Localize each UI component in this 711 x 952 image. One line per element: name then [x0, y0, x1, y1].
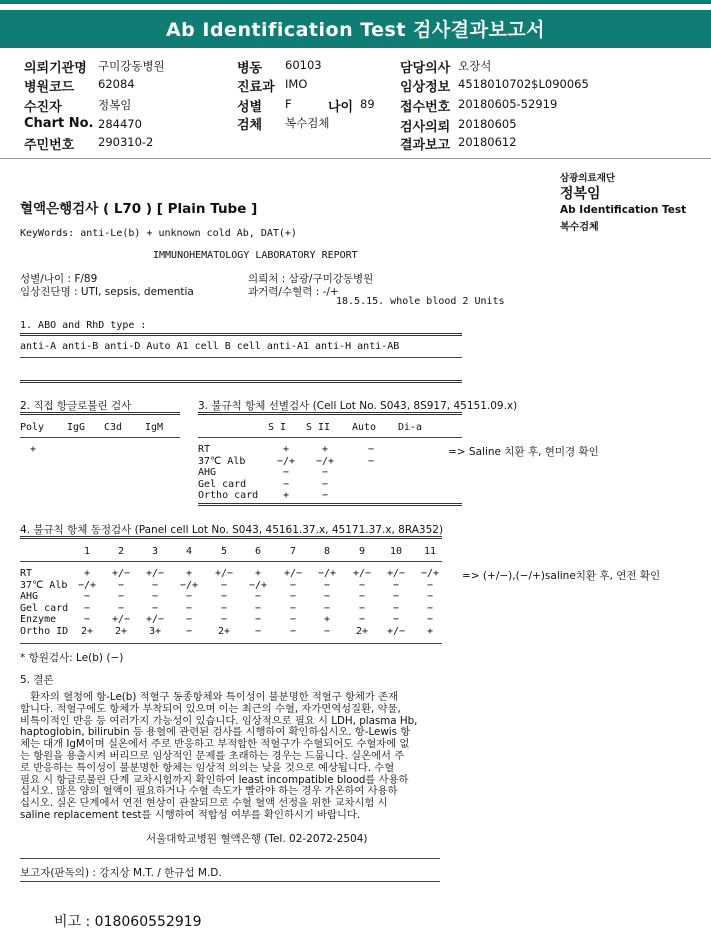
- screen-col: S II: [306, 422, 331, 433]
- divider: [20, 412, 180, 415]
- panel-cell: −: [220, 591, 228, 602]
- panel-cell: −: [220, 579, 228, 591]
- divider: [20, 357, 462, 358]
- header-item: 병동 60103: [237, 58, 322, 76]
- screen-cell: +: [282, 490, 290, 501]
- screen-cell: −/+: [315, 455, 335, 467]
- transfusion-history: 과거력/수혈력 : -/+: [248, 286, 339, 298]
- screen-row-label: Ortho card: [198, 490, 259, 501]
- dat-col: C3d: [104, 422, 123, 433]
- header-divider: [0, 158, 711, 159]
- divider: [198, 503, 462, 506]
- panel-cell: −: [185, 625, 193, 637]
- panel-cell: −/+: [179, 579, 199, 591]
- panel-cell: +: [185, 568, 193, 579]
- panel-cell-number: 1: [83, 546, 91, 557]
- panel-cell: 3+: [148, 625, 162, 637]
- panel-cell: −: [185, 614, 193, 625]
- section4-title: 4. 불규칙 항체 동정검사 (Panel cell Lot No. S043, 45161.37.x, 45171.37.x, 8RA352): [20, 524, 444, 536]
- divider: [20, 561, 442, 562]
- panel-cell: −: [151, 591, 159, 602]
- panel-cell: −: [185, 591, 193, 602]
- specimen-stamp: 복수검체: [560, 222, 599, 233]
- panel-cell: +/−: [386, 625, 406, 637]
- panel-cell: −: [289, 602, 297, 614]
- screen-cell: −/+: [276, 455, 296, 467]
- screen-note: => Saline 치환 후, 현미경 확인: [448, 446, 599, 458]
- transfusion-history-detail: 18.5.15. whole blood 2 Units: [336, 296, 505, 307]
- screen-cell: −: [321, 467, 329, 478]
- panel-cell-number: 11: [423, 546, 437, 557]
- header-item: 수진자 정복임: [24, 98, 132, 115]
- panel-cell: −: [426, 579, 434, 591]
- panel-cell: −: [426, 602, 434, 614]
- section-title: 혈액은행검사 ( L70 ) [ Plain Tube ]: [20, 201, 258, 217]
- requester: 의뢰처 : 삼광/구미강동병원: [248, 273, 374, 285]
- section1-title: 1. ABO and RhD type :: [20, 320, 147, 331]
- panel-cell: −: [289, 579, 297, 591]
- panel-cell: +/−: [352, 568, 372, 579]
- screen-cell: +: [282, 444, 290, 455]
- screen-cell: −: [367, 455, 375, 467]
- divider: [198, 412, 462, 415]
- header-item: 병원코드 62084: [24, 77, 135, 95]
- panel-cell: −: [358, 591, 366, 602]
- panel-cell: −: [358, 614, 366, 625]
- header-item: 나이 89: [328, 97, 375, 115]
- panel-cell: +: [426, 625, 434, 637]
- panel-cell-number: 3: [151, 546, 159, 557]
- divider: [20, 333, 462, 336]
- panel-cell: −: [151, 602, 159, 614]
- panel-cell: −: [185, 602, 193, 614]
- panel-row-label: 37℃ Alb: [20, 579, 68, 591]
- panel-cell-number: 7: [289, 546, 297, 557]
- dat-col: IgG: [67, 422, 86, 433]
- panel-cell: −: [323, 591, 331, 602]
- panel-cell-number: 4: [185, 546, 193, 557]
- panel-row-label: Gel card: [20, 602, 69, 614]
- remark: 비고 : 018060552919: [54, 914, 202, 930]
- panel-cell: −: [392, 602, 400, 614]
- panel-cell: −/+: [420, 568, 440, 579]
- panel-cell: −/+: [248, 579, 268, 591]
- panel-cell: +/−: [111, 614, 131, 625]
- panel-cell: −: [254, 625, 262, 637]
- panel-cell: −: [254, 614, 262, 625]
- panel-cell: −: [254, 602, 262, 614]
- report-title: Ab Identification Test 검사결과보고서: [165, 19, 546, 41]
- header-item: 주민번호 290310-2: [24, 135, 154, 153]
- panel-cell: −: [392, 614, 400, 625]
- header-item: 검체 복수검체: [237, 116, 330, 133]
- screen-row-label: AHG: [198, 467, 217, 478]
- panel-cell: −: [323, 625, 331, 637]
- abo-columns: anti-A anti-B anti-D Auto A1 cell B cell anti-A1 anti-H anti-AB: [20, 341, 400, 352]
- divider: [20, 437, 180, 438]
- screen-cell: −: [367, 444, 375, 455]
- divider: [20, 643, 442, 644]
- panel-cell: −: [358, 602, 366, 614]
- divider: [198, 437, 462, 438]
- panel-cell: 2+: [355, 625, 369, 637]
- panel-cell: 2+: [80, 625, 94, 637]
- panel-cell: +: [83, 568, 91, 579]
- lab-title: IMMUNOHEMATOLOGY LABORATORY REPORT: [153, 250, 358, 261]
- section5-title: 5. 결론: [20, 674, 54, 686]
- header-item: 접수번호 20180605-52919: [400, 97, 558, 115]
- dat-col: Poly: [20, 422, 45, 433]
- header-item: 성별 F: [237, 97, 292, 115]
- panel-row-label: RT: [20, 568, 33, 579]
- panel-cell-number: 10: [389, 546, 403, 557]
- header-item: 임상정보 4518010702$L090065: [400, 77, 589, 95]
- panel-cell: −: [426, 591, 434, 602]
- panel-cell: −: [117, 591, 125, 602]
- panel-cell: −: [323, 579, 331, 591]
- screen-cell: −: [321, 490, 329, 501]
- panel-cell: −: [117, 579, 125, 591]
- section3-title: 3. 불규칙 항체 선별검사 (Cell Lot No. S043, 8S917, 45151.09.x): [198, 400, 518, 412]
- panel-cell: −: [83, 602, 91, 614]
- panel-row-label: Ortho ID: [20, 625, 69, 637]
- header-item: 검사의뢰 20180605: [400, 117, 517, 135]
- diagnosis: 임상진단명 : UTI, sepsis, dementia: [20, 286, 194, 298]
- panel-cell: −: [323, 602, 331, 614]
- screen-row-label: Gel card: [198, 478, 247, 490]
- panel-row-label: AHG: [20, 591, 39, 602]
- divider: [20, 380, 462, 383]
- sex-age: 성별/나이 : F/89: [20, 273, 98, 285]
- org-name: 삼광의료재단: [560, 173, 616, 184]
- screen-row-label: 37℃ Alb: [198, 455, 246, 467]
- section2-title: 2. 직접 항글로불린 검사: [20, 400, 132, 412]
- panel-cell: +/−: [145, 568, 165, 579]
- header-item: Chart No. 284470: [24, 116, 142, 131]
- panel-cell: +: [323, 614, 331, 625]
- panel-cell: −: [289, 625, 297, 637]
- screen-row-label: RT: [198, 444, 211, 455]
- panel-cell: −: [289, 591, 297, 602]
- header-item: 결과보고 20180612: [400, 135, 517, 153]
- screen-cell: −: [282, 478, 290, 490]
- screen-col: Di-a: [398, 422, 423, 433]
- panel-cell: −/+: [317, 568, 337, 579]
- panel-cell: −: [358, 579, 366, 591]
- reporter: 보고자(판독의) : 강지상 M.T. / 한규섭 M.D.: [20, 867, 222, 879]
- header-item: 담당의사 오장석: [400, 59, 492, 76]
- screen-cell: −: [321, 478, 329, 490]
- screen-cell: +: [321, 444, 329, 455]
- panel-cell-number: 6: [254, 546, 262, 557]
- panel-cell: −: [392, 591, 400, 602]
- header-item: 진료과 IMO: [237, 77, 308, 95]
- dat-value: +: [30, 444, 37, 455]
- panel-cell: +/−: [145, 614, 165, 625]
- patient-name-stamp: 정복임: [560, 186, 601, 202]
- conclusion-text: 환자의 혈청에 항-Le(b) 적혈구 동종항체와 특이성이 불분명한 적혈구 항체가 존재 합니다. 적혈구에도 항체가 부착되어 있으며 이는 최근의 수혈, 자가면역성질환, 약물, 비특이적인 반응 등 여러가지 가능성이 있습니다. 임상적으로 필요 시 LDH, plasma Hb, haptoglobin, bilirubin 등 용혈에 관련된 검사를 시행하여 확인하십시오. 항-Lewis 항 체는 대개 IgM이며 실온에서 주로 반응하고 부적합한 적혈구가 수혈되어도 수혈자에 없 는 항원을 용출시켜 버리므로 임상적인 문제를 초래하는 경우는 드뭅니다. 실온에서 주 로 반응하는 특이성이 불분명한 항체는 임상적 의의는 낮을 것으로 예상됩니다. 수혈 필요 시 항글로불린 단계 교차시험까지 확인하여 least incompatible blood를 사용하 십시오. 많은 양의 혈액이 필요하거나 수혈 속도가 빨라야 하는 경우 가온하여 사용하 십시오. 실온 단계에서 연전 현상이 관찰되므로 수혈 혈액 선정을 위한 교차시험 시 saline replacement test를 시행하여 적합성 여부를 확인하시기 바랍니다.: [20, 691, 418, 821]
- panel-cell-number: 2: [117, 546, 125, 557]
- panel-cell: 2+: [217, 625, 231, 637]
- divider: [20, 858, 440, 859]
- panel-cell: −/+: [77, 579, 97, 591]
- antigen-result: * 항원검사: Le(b) (−): [20, 652, 124, 664]
- panel-cell: +: [254, 568, 262, 579]
- panel-cell: +/−: [283, 568, 303, 579]
- keywords: KeyWords: anti-Le(b) + unknown cold Ab, DAT(+): [20, 228, 297, 239]
- panel-cell: −: [426, 614, 434, 625]
- dat-col: IgM: [145, 422, 164, 433]
- panel-cell-number: 9: [358, 546, 366, 557]
- divider: [20, 536, 442, 539]
- panel-cell: 2+: [114, 625, 128, 637]
- panel-cell: +/−: [111, 568, 131, 579]
- panel-cell: −: [392, 579, 400, 591]
- panel-cell: −: [83, 591, 91, 602]
- panel-cell: −: [117, 602, 125, 614]
- panel-cell: −: [289, 614, 297, 625]
- panel-cell-number: 8: [323, 546, 331, 557]
- panel-cell: −: [220, 614, 228, 625]
- header-item: 의뢰기관명 구미강동병원: [24, 59, 165, 76]
- panel-cell: −: [220, 602, 228, 614]
- panel-cell: −: [254, 591, 262, 602]
- divider: [20, 881, 440, 882]
- panel-note: => (+/−),(−/+)saline치환 후, 연전 확인: [462, 570, 661, 582]
- panel-cell: −: [83, 614, 91, 625]
- test-name-stamp: Ab Identification Test: [560, 204, 687, 216]
- screen-col: S I: [268, 422, 287, 433]
- panel-cell-number: 5: [220, 546, 228, 557]
- title-bar: [0, 0, 711, 48]
- hospital-line: 서울대학교병원 혈액은행 (Tel. 02-2072-2504): [146, 833, 368, 845]
- panel-cell: −: [151, 579, 159, 591]
- screen-cell: −: [282, 467, 290, 478]
- panel-cell: +/−: [386, 568, 406, 579]
- panel-row-label: Enzyme: [20, 614, 57, 625]
- screen-col: Auto: [352, 422, 377, 433]
- panel-cell: +/−: [214, 568, 234, 579]
